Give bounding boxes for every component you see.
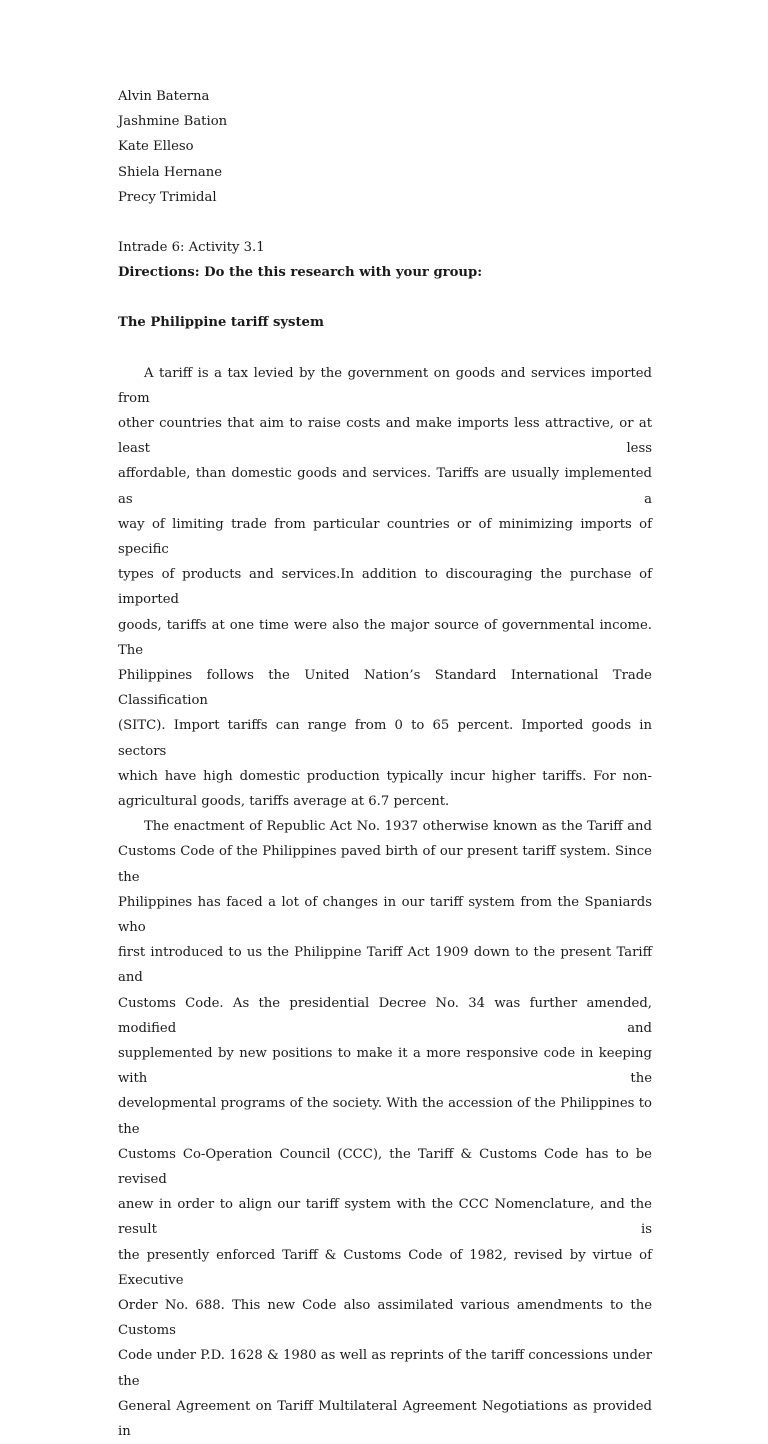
author-name: Shiela Hernane: [118, 164, 223, 180]
author-name: Alvin Baterna: [118, 89, 210, 104]
text-line: A tariff is a tax levied by the government on goods and services imported from: [118, 365, 652, 406]
text-line: The enactment of Republic Act No. 1937 otherwise known as the Tariff and: [144, 819, 652, 835]
document-page: [118, 84, 652, 1444]
text-line: goods, tariffs at one time were also the major source of governmental income. The: [118, 617, 652, 658]
text-line: other countries that aim to raise costs and make imports less attractive, or at least less: [118, 415, 652, 457]
text-line: developmental programs of the society. With the accession of the Philippines to the: [118, 1096, 652, 1137]
text-line: agricultural goods, tariffs average at 6.7 percent.: [118, 794, 450, 809]
text-line: (SITC). Import tariffs can range from 0 to 65 percent. Imported goods in sectors: [118, 718, 652, 759]
text-line: affordable, than domestic goods and services. Tariffs are usually implemented as a: [118, 466, 652, 507]
text-line: Customs Code of the Philippines paved birth of our present tariff system. Since the: [118, 844, 652, 885]
text-line: Philippines follows the United Nation’s Standard International Trade Classification: [118, 667, 652, 709]
author-list: [118, 84, 652, 210]
text-line: way of limiting trade from particular countries or of minimizing imports of specific: [118, 516, 652, 557]
course-activity-line: Intrade 6: Activity 3.1: [118, 239, 265, 255]
paragraph-2: [118, 814, 652, 1444]
text-line: types of products and services.In addition to discouraging the purchase of imported: [118, 567, 652, 608]
text-line: Order No. 688. This new Code also assimilated various amendments to the Customs: [118, 1298, 652, 1339]
section-heading: The Philippine tariff system: [118, 315, 324, 331]
text-line: anew in order to align our tariff system with the CCC Nomenclature, and the result is: [118, 1197, 652, 1238]
text-line: Customs Code. As the presidential Decree No. 34 was further amended, modified and: [118, 995, 652, 1036]
text-line: Customs Co-Operation Council (CCC), the Tariff & Customs Code has to be revised: [118, 1146, 652, 1188]
author-name: Kate Elleso: [118, 139, 194, 155]
paragraph-1: [118, 361, 652, 815]
text-line: Philippines has faced a lot of changes in our tariff system from the Spaniards who: [118, 894, 652, 936]
text-line: which have high domestic production typically incur higher tariffs. For non-: [118, 768, 652, 784]
text-line: General Agreement on Tariff Multilateral Agreement Negotiations as provided in: [118, 1398, 652, 1440]
text-line: the presently enforced Tariff & Customs Code of 1982, revised by virtue of Executive: [118, 1247, 652, 1288]
text-line: Code under P.D. 1628 & 1980 as well as reprints of the tariff concessions under the: [118, 1348, 652, 1389]
author-name: Jashmine Bation: [118, 114, 228, 130]
directions-line: Directions: Do the this research with your group:: [118, 265, 483, 281]
author-name: Precy Trimidal: [118, 189, 217, 205]
text-line: supplemented by new positions to make it a more responsive code in keeping with the: [118, 1046, 652, 1087]
text-line: first introduced to us the Philippine Tariff Act 1909 down to the present Tariff and: [118, 945, 652, 986]
